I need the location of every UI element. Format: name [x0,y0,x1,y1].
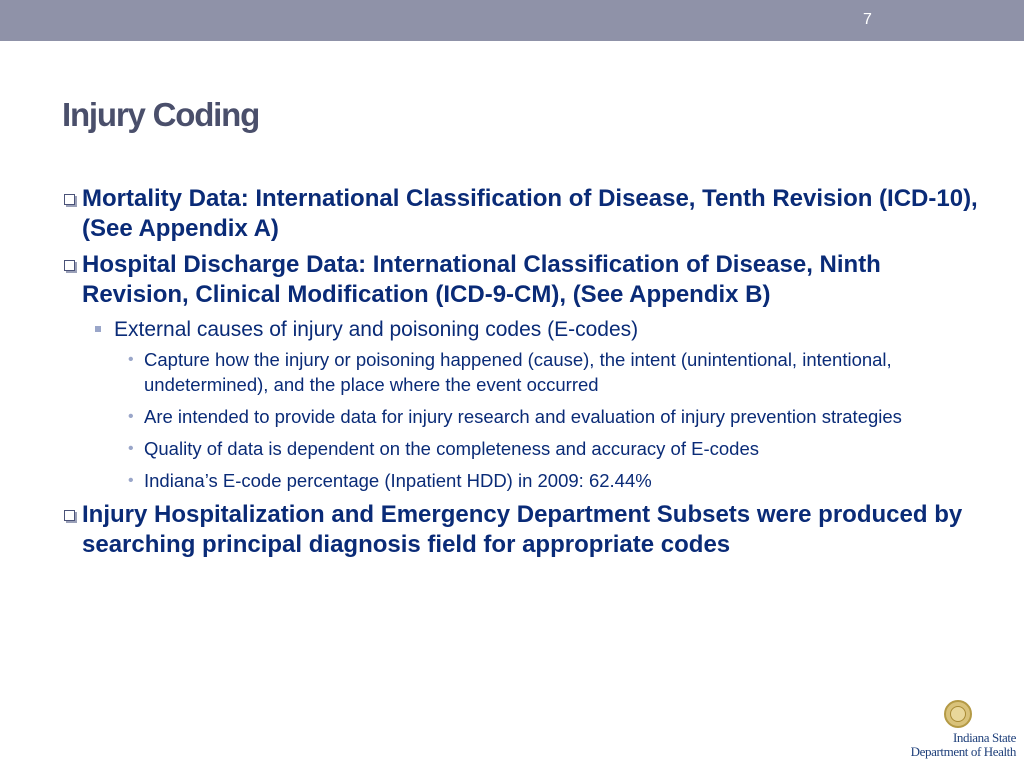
dot-bullet-icon: • [128,472,134,489]
bullet-text: Capture how the injury or poisoning happened (cause), the intent (unintentional, intentional, undetermined), and the place where the event occurred [144,349,892,395]
slide-number: 7 [863,11,872,28]
bullet-text: External causes of injury and poisoning codes (E-codes) [114,318,639,341]
sub-bullet-research [62,404,992,429]
bullet-hospital-discharge-data [62,250,992,310]
dot-bullet-icon: • [128,351,134,368]
header-bar [0,0,1024,41]
slide-content [62,184,992,566]
bullet-text: Quality of data is dependent on the completeness and accuracy of E-codes [144,438,759,459]
bullet-mortality-data [62,184,992,244]
bullet-text: Mortality Data: International Classification of Disease, Tenth Revision (ICD-10), (See Appendix A) [82,185,978,242]
logo-text-line1: Indiana State [952,730,1016,745]
bullet-text: Indiana’s E-code percentage (Inpatient HDD) in 2009: 62.44% [144,470,652,491]
sub-bullet-percentage [62,468,992,493]
bullet-text: Hospital Discharge Data: International Classification of Disease, Ninth Revision, Clinical Modification (ICD-9-CM), (See Appendix B) [82,251,881,308]
bullet-text: Are intended to provide data for injury research and evaluation of injury prevention strategies [144,406,902,427]
dot-bullet-icon: • [128,440,134,457]
checkbox-bullet-icon [62,192,77,207]
checkbox-bullet-icon [62,258,77,273]
state-seal-icon [944,700,972,728]
sub-bullet-quality [62,436,992,461]
logo-text-line2: Department of Health [910,744,1016,759]
bullet-e-codes [62,316,992,343]
slide-title: Injury Coding [62,96,260,133]
indiana-health-logo [906,700,1016,762]
dot-bullet-icon: • [128,408,134,425]
checkbox-bullet-icon [62,508,77,523]
bullet-text: Injury Hospitalization and Emergency Department Subsets were produced by searching principal diagnosis field for appropriate codes [82,501,963,558]
bullet-injury-subsets [62,500,992,560]
sub-bullet-capture [62,347,992,397]
square-bullet-icon [95,326,101,332]
